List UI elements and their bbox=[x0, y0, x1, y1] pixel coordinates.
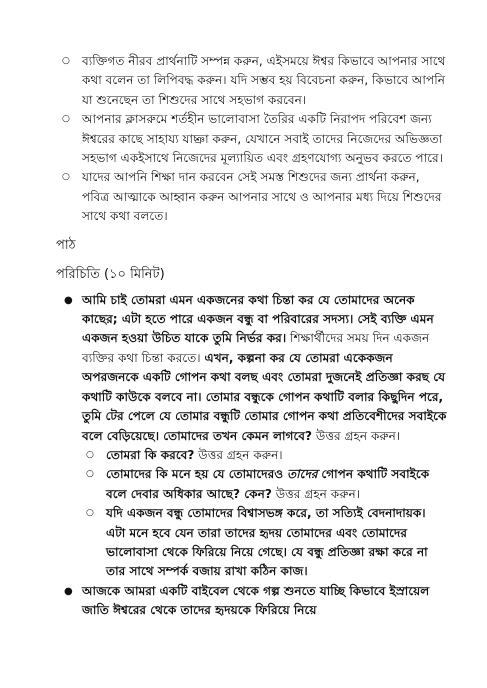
emphasis-text: তাদের bbox=[287, 467, 318, 482]
list-item bbox=[82, 504, 447, 582]
question-text: গোপন কথাটি সবাইকে বলে দেবার অধিকার আছে? কেন? bbox=[106, 467, 430, 501]
list-item bbox=[82, 465, 447, 504]
list-item bbox=[58, 291, 447, 582]
instruction-text: উত্তর গ্রহন করুন। bbox=[275, 486, 361, 501]
instruction-text: শিক্ষার্থীদের সময় দিন একজন ব্যক্তির কথা চিন্তা করতে। bbox=[82, 331, 430, 365]
script-text: এখন, কল্পনা কর যে তোমরা একেকজন অপরজনকে একটি গোপন কথা বলছ এবং তোমরা দুজনেই প্রতিজ্ঞা করছ যে কথাটি কাউকে বলবে না। তোমার বন্ধুকে গোপন কথাটি বলার কিছুদিন পরে, তুমি টের পেলে যে তোমার বন্ধুটি তোমার গোপন কথা প্রতিবেশীদের সবাইকে বলে বেড়িয়েছে। তোমাদের তখন কেমন লাগবে? bbox=[82, 350, 447, 443]
script-text: যদি একজন বন্ধু তোমাদের বিশ্বাসভঙ্গ করে, তা সত্যিই বেদনাদায়ক। এটা মনে হবে যেন তারা তাদের হৃদয় তোমাদের এবং তোমাদের ভালোবাসা থেকে ফিরিয়ে নিয়ে গেছে। যে বন্ধু প্রতিজ্ঞা রক্ষা করে না তার সাথে সম্পর্ক বজায় রাখা কঠিন কাজ। bbox=[106, 506, 428, 579]
script-text: আজকে আমরা একটি বাইবেল থেকে গল্প শুনতে যাচ্ছি কিভাবে ইস্রায়েল জাতি ঈশ্বরের থেকে তাদের হৃদয়কে ফিরিয়ে নিয়ে bbox=[82, 583, 430, 618]
instruction-text: উত্তর গ্রহন করুন। bbox=[198, 447, 283, 462]
question-list bbox=[82, 446, 447, 582]
script-text: আমি চাই তোমরা এমন একজনের কথা চিন্তা কর যে তোমাদের অনেক কাছের; এটা হতে পারে একজন বন্ধু বা পরিবারের সদস্য। সেই ব্যক্তি এমন একজন হওয়া উচিত যাকে তুমি নির্ভর কর। bbox=[82, 292, 434, 346]
list-item bbox=[82, 446, 447, 465]
list-item: ○ ব্যক্তিগত নীরব প্রার্থনাটি সম্পন্ন করুন, এইসময়ে ঈশ্বর কিভাবে আপনার সাথে কথা বলেন তা লিপিবদ্ধ করুন। যদি সম্ভব হয় বিবেচনা করুন, কিভাবে আপনি যা শুনেছেন তা শিশুদের সাথে সহভাগ করবেন। bbox=[58, 52, 447, 110]
instruction-text: উত্তর গ্রহন করুন। bbox=[315, 428, 401, 443]
question-text: তোমরা কি করবে? bbox=[106, 447, 195, 462]
list-item: ○ যাদের আপনি শিক্ষা দান করবেন সেই সমস্ত শিশুদের জন্য প্রার্থনা করুন, পবিত্র আত্মাকে আহ্বান করুন আপনার সাথে ও আপনার মধ্য দিয়ে শিশুদের সাথে কথা বলতে। bbox=[58, 168, 447, 226]
list-item: ○ আপনার ক্লাসরুমে শর্তহীন ভালোবাসা তৈরির একটি নিরাপদ পরিবেশ জন্য ঈশ্বরের কাছে সাহায্য যাচ্ঞা করুন, যেখানে সবাই তাদের নিজেদের অভিজ্ঞতা সহভাগ একইসাথে নিজেদের মূল্যায়িত এবং গ্রহণযোগ্য অনুভব করতে পারে। bbox=[58, 110, 447, 168]
preparation-list bbox=[58, 52, 447, 227]
section-title: পাঠ bbox=[56, 237, 76, 253]
list-item bbox=[58, 582, 447, 621]
intro-list bbox=[58, 291, 447, 621]
intro-title: পরিচিতি (১০ মিনিট) bbox=[56, 266, 165, 282]
question-text: তোমাদের কি মনে হয় যে তোমাদেরও bbox=[106, 467, 284, 482]
